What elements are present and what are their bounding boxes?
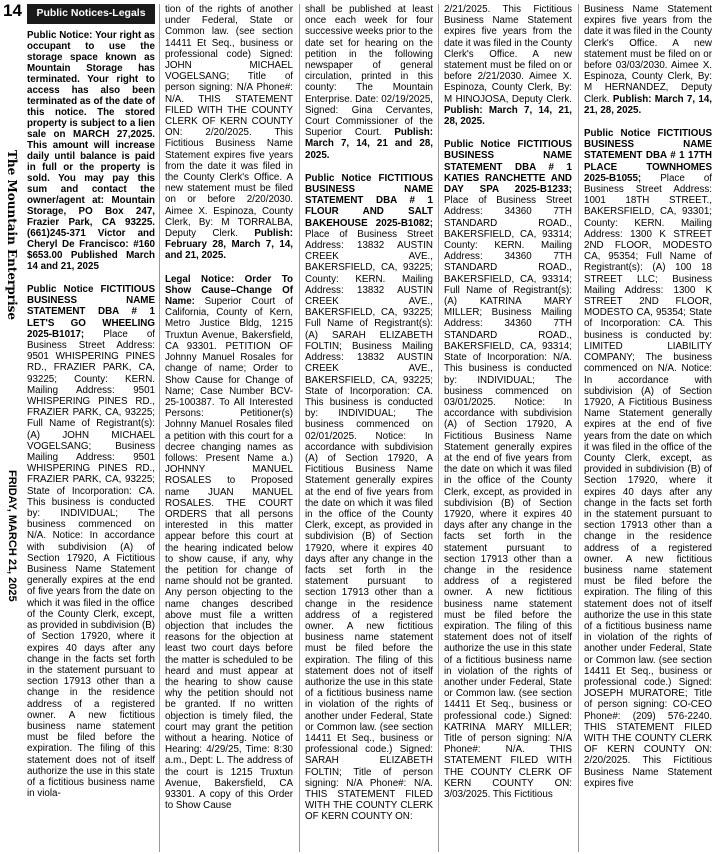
notice-fbn-flour-and-salt xyxy=(305,173,433,823)
column-1 xyxy=(27,4,155,852)
section-banner: Public Notices-Legals xyxy=(27,4,155,24)
column-rule xyxy=(438,4,439,852)
publish-dates: Publish: March 7, 14, 21, 28, 2025. xyxy=(584,93,712,116)
notice-fbn-17th-place-townhomes xyxy=(584,128,712,789)
page-margin xyxy=(0,0,24,854)
notice-text: tion of the rights of another under Federal, State or Common law. (see section 14411 Et Seq., business or professional code) Signed: JOHN MICHAEL VOGELSANG; Title of person signing: N/A Phone#: N/A. THIS STATEMENT FILED WITH THE COUNTY CLERK OF KERN COUNTY ON: 2/20/2025. This Fictitious Business Name Statement expires five years from the date it was filed in the County Clerk's Office. A new statement must be filed on or before 2/20/2030. Aimee X. Espinoza, County Clerk, By: M TORRALBA, Deputy Clerk. xyxy=(165,4,293,240)
notice-text: Superior Court of California, County of Kern, Metro Justice Bldg, 1215 Truxtun Avenue, Bakersfield, CA 93301. PETITION OF Johnny Manuel Rosales for change of name; Order to Show Cause for Change of Name; Case Number BCV-25-100387. To All Interested Persons: Petitioner(s) Johnny Manuel Rosales filed a petition with this court for a decree changing names as follows: Present Name a.) JOHNNY MANUEL ROSALES to Proposed name JUAN MANUEL ROSALES. THE COURT ORDERS that all persons interested in this matter appear before this court at the hearing indicated below to show cause, if any, why the petition for change of name should not be granted. Any person objecting to the name changes described above must file a written objection that includes the reasons for the objection at least two court days before the matter is scheduled to be heard and must appear at the hearing to show cause why the petition should not be granted. If no written objection is timely filed, the court may grant the petition without a hearing. Notice of Hearing: 4/29/25, Time: 8:30 a.m., Dept: L. The address of the court is 1215 Truxtun Avenue, Bakersfield, CA 93301. A copy of this Order to Show Cause xyxy=(165,296,293,812)
notice-heading: Public Notice FICTITIOUS BUSINESS NAME STATEMENT DBA # 1 KATIES RANCHETTE AND DAY SPA 2025-B1233; xyxy=(444,139,572,196)
notice-text: shall be published at least once each week for four successive weeks prior to the date set for hearing on the petition in the following newspaper of general circulation, printed in this county: The Mountain Enterprise. Date: 02/19/2025, Signed: Gina Cervantes, Court Commissioner of the Superior Court. xyxy=(305,4,433,139)
notice-fbn-katies-ranchette xyxy=(444,139,572,800)
notice-fbn-katies-ranchette-cont xyxy=(584,4,712,116)
column-rule xyxy=(578,4,579,852)
column-4 xyxy=(444,4,572,852)
notice-fbn-flour-and-salt-cont xyxy=(444,4,572,127)
notice-fbn-lets-go-wheeling xyxy=(27,284,155,799)
column-5 xyxy=(584,4,712,852)
publish-dates: Publish: March 7, 14, 21 and 28, 2025. xyxy=(305,127,433,161)
notice-text: Place of Business Street Address: 1001 18TH STREET., BAKERSFIELD, CA, 93301; County: KERN. Mailing Address: 1300 K STREET 2ND FLOOR, MODESTO CA, 95354; Full Name of Registrant(s): (A) 100 18 STREET LLC; Business Mailing Address: 1300 K STREET 2ND FLOOR, MODESTO CA, 95354; State of Incorporation: CA. This business is conducted by: LIMITED LIABILITY COMPANY; The business commenced on N/A. Notice: In accordance with subdivision (A) of Section 17920, A Fictitious Business Name Statement generally expires at the end of five years from the date on which it was filed in the office of the County Clerk, except, as provided in subdivision (B) of Section 17920, where it expires 40 days after any change in the facts set forth in the statement pursuant to section 17913 other than a change in the residence address of a registered owner. A new fictitious business name statement must be filed before the expiration. The filing of this statement does not of itself authorize the use in this state of a fictitious business name in violation of the rights of another under Federal, State or Common law. (see section 14411 Et Seq., business or professional code.) Signed: JOSEPH MURATORE; Title of person signing: CO-CEO Phone#: (209) 576-2240. THIS STATEMENT FILED WITH THE COUNTY CLERK OF KERN COUNTY ON: 2/20/2025. This Fictitious Business Name Statement expires five xyxy=(584,172,712,789)
running-header xyxy=(3,150,21,602)
column-rule xyxy=(299,4,300,852)
publish-dates: Publish: March 7, 14, 21, 28, 2025. xyxy=(444,104,572,128)
publish-dates: Publish: February 28, March 7, 14, and 21, 2025. xyxy=(165,228,293,262)
notice-fbn-lets-go-wheeling-cont xyxy=(165,4,293,262)
notice-text: Place of Business Street Address: 13832 AUSTIN CREEK AVE., BAKERSFIELD, CA, 93225; County: KERN. Mailing Address: 13832 AUSTIN CREEK AVE., BAKERSFIELD, CA, 93225; Full Name of Registrant(s): (A) SARAH ELIZABETH FOLTIN; Business Mailing Address: 13832 AUSTIN CREEK AVE., BAKERSFIELD, CA, 93225; State of Incorporation: CA. This business is conducted by: INDIVIDUAL; The business commenced on 02/01/2025. Notice: In accordance with subdivision (A) of Section 17920, A Fictitious Business Name Statement generally expires at the end of five years from the date on which it was filed in the office of the County Clerk, except, as provided in subdivision (B) of Section 17920, where it expires 40 days after any change in the facts set forth in the statement pursuant to section 17913 other than a change in the residence address of a registered owner. A new fictitious business name statement must be filed before the expiration. The filing of this statement does not of itself authorize the use in this state of a fictitious business name in violation of the rights of another under Federal, State or Common law. (see section 14411 Et Seq., business or professional code.) Signed: SARAH ELIZABETH FOLTIN; Title of person signing: N/A Phone#: N/A. THIS STATEMENT FILED WITH THE COUNTY CLERK OF KERN COUNTY ON: xyxy=(305,228,433,823)
paper-name: The Mountain Enterprise xyxy=(5,150,19,321)
notice-heading: Public Notice FICTITIOUS BUSINESS NAME STATEMENT DBA # 1 17TH PLACE TOWNHOMES 2025-B1055; xyxy=(584,128,712,184)
notice-text: Public Notice: Your right as occupant to use the storage space known as Mountain Storage has terminated. Your right to access has also been terminated as of the date of this notice. The stored property is subject to a lien sale on MARCH 27,2025. This amount will increase daily until balance is paid in full or the property is sold. You may pay this sum and contact the owner/agent at: Mountain Storage, PO Box 247, Frazier Park, CA 93225. (661)245-371 Victor and Cheryl De Francisco: #160 $653.00 Published March 14 and 21, 2025 xyxy=(27,30,155,272)
page-number: 14 xyxy=(3,1,22,20)
column-2 xyxy=(165,4,293,852)
notice-heading: Legal Notice: Order To Show Cause–Change Of Name: xyxy=(165,273,293,308)
notice-order-to-show-cause xyxy=(165,274,293,812)
notice-text: Place of Business Street Address: 9501 WHISPERING PINES RD., FRAZIER PARK, CA, 93225; County: KERN. Mailing Address: 9501 WHISPERING PINES RD., FRAZIER PARK, CA, 93225; Full Name of Registrant(s): (A) JOHN MICHAEL VOGELSANG; Business Mailing Address: 9501 WHISPERING PINES RD., FRAZIER PARK, CA, 93225; State of Incorporation: CA. This business is conducted by: INDIVIDUAL; The business commenced on N/A. Notice: In accordance with subdivision (A) of Section 17920, A Fictitious Business Name Statement generally expires at the end of five years from the date on which it was filed in the office of the County Clerk, except, as provided in subdivision (B) of Section 17920, where it expires 40 days after any change in the facts set forth in the statement pursuant to section 17913 other than a change in the residence address of a registered owner. A new fictitious business name statement must be filed before the expiration. The filing of this statement does not of itself authorize the use in this state of a fictitious business name in viola- xyxy=(27,328,155,800)
column-3 xyxy=(305,4,433,852)
notice-text: 2/21/2025. This Fictitious Business Name Statement expires five years from the date it was filed in the County Clerk's Office. A new statement must be filed on or before 2/21/2030. Aimee X. Espinoza, County Clerk, By: M HINOJOSA, Deputy Clerk. xyxy=(444,4,572,105)
notice-text: Place of Business Street Address: 34360 7TH STANDARD ROAD., BAKERSFIELD, CA, 93314; County: KERN. Mailing Address: 34360 7TH STANDARD ROAD., BAKERSFIELD, CA, 93314; Full Name of Registrant(s): (A) KATRINA MARY MILLER; Business Mailing Address: 34360 7TH STANDARD ROAD., BAKERSFIELD, CA, 93314; State of Incorporation: N/A. This business is conducted by: INDIVIDUAL; The business commenced on 03/01/2025. Notice: In accordance with subdivision (A) of Section 17920, A Fictitious Business Name Statement generally expires at the end of five years from the date on which it was filed in the office of the County Clerk, except, as provided in subdivision (B) of Section 17920, where it expires 40 days after any change in the facts set forth in the statement pursuant to section 17913 other than a change in the residence address of a registered owner. A new fictitious business name statement must be filed before the expiration. The filing of this statement does not of itself authorize the use in this state of a fictitious business name in violation of the rights of another under Federal, State or Common law. (see section 14411 Et Seq., business or professional code.) Signed: KATRINA MARY MILLER; Title of person signing: N/A Phone#: N/A. THIS STATEMENT FILED WITH THE COUNTY CLERK OF KERN COUNTY ON: 3/03/2025. This Fictitious xyxy=(444,195,572,801)
notice-heading: Public Notice FICTITIOUS BUSINESS NAME STATEMENT DBA # 1 LET'S GO WHEELING 2025-B1017; xyxy=(27,284,155,340)
notice-heading: Public Notice FICTITIOUS BUSINESS NAME STATEMENT DBA # 1 FLOUR AND SALT BAKEHOUSE 2025-B1082; xyxy=(305,172,433,229)
column-rule xyxy=(159,4,160,852)
notice-text: Business Name Statement expires five years from the date it was filed in the County Clerk's Office. A new statement must be filed on or before 03/03/2030. Aimee X. Espinoza, County Clerk, By: M HERNANDEZ, Deputy Clerk. xyxy=(584,4,712,105)
notice-storage-lien xyxy=(27,30,155,272)
issue-date: FRIDAY, MARCH 21, 2025 xyxy=(6,470,18,602)
notice-order-to-show-cause-cont xyxy=(305,4,433,161)
